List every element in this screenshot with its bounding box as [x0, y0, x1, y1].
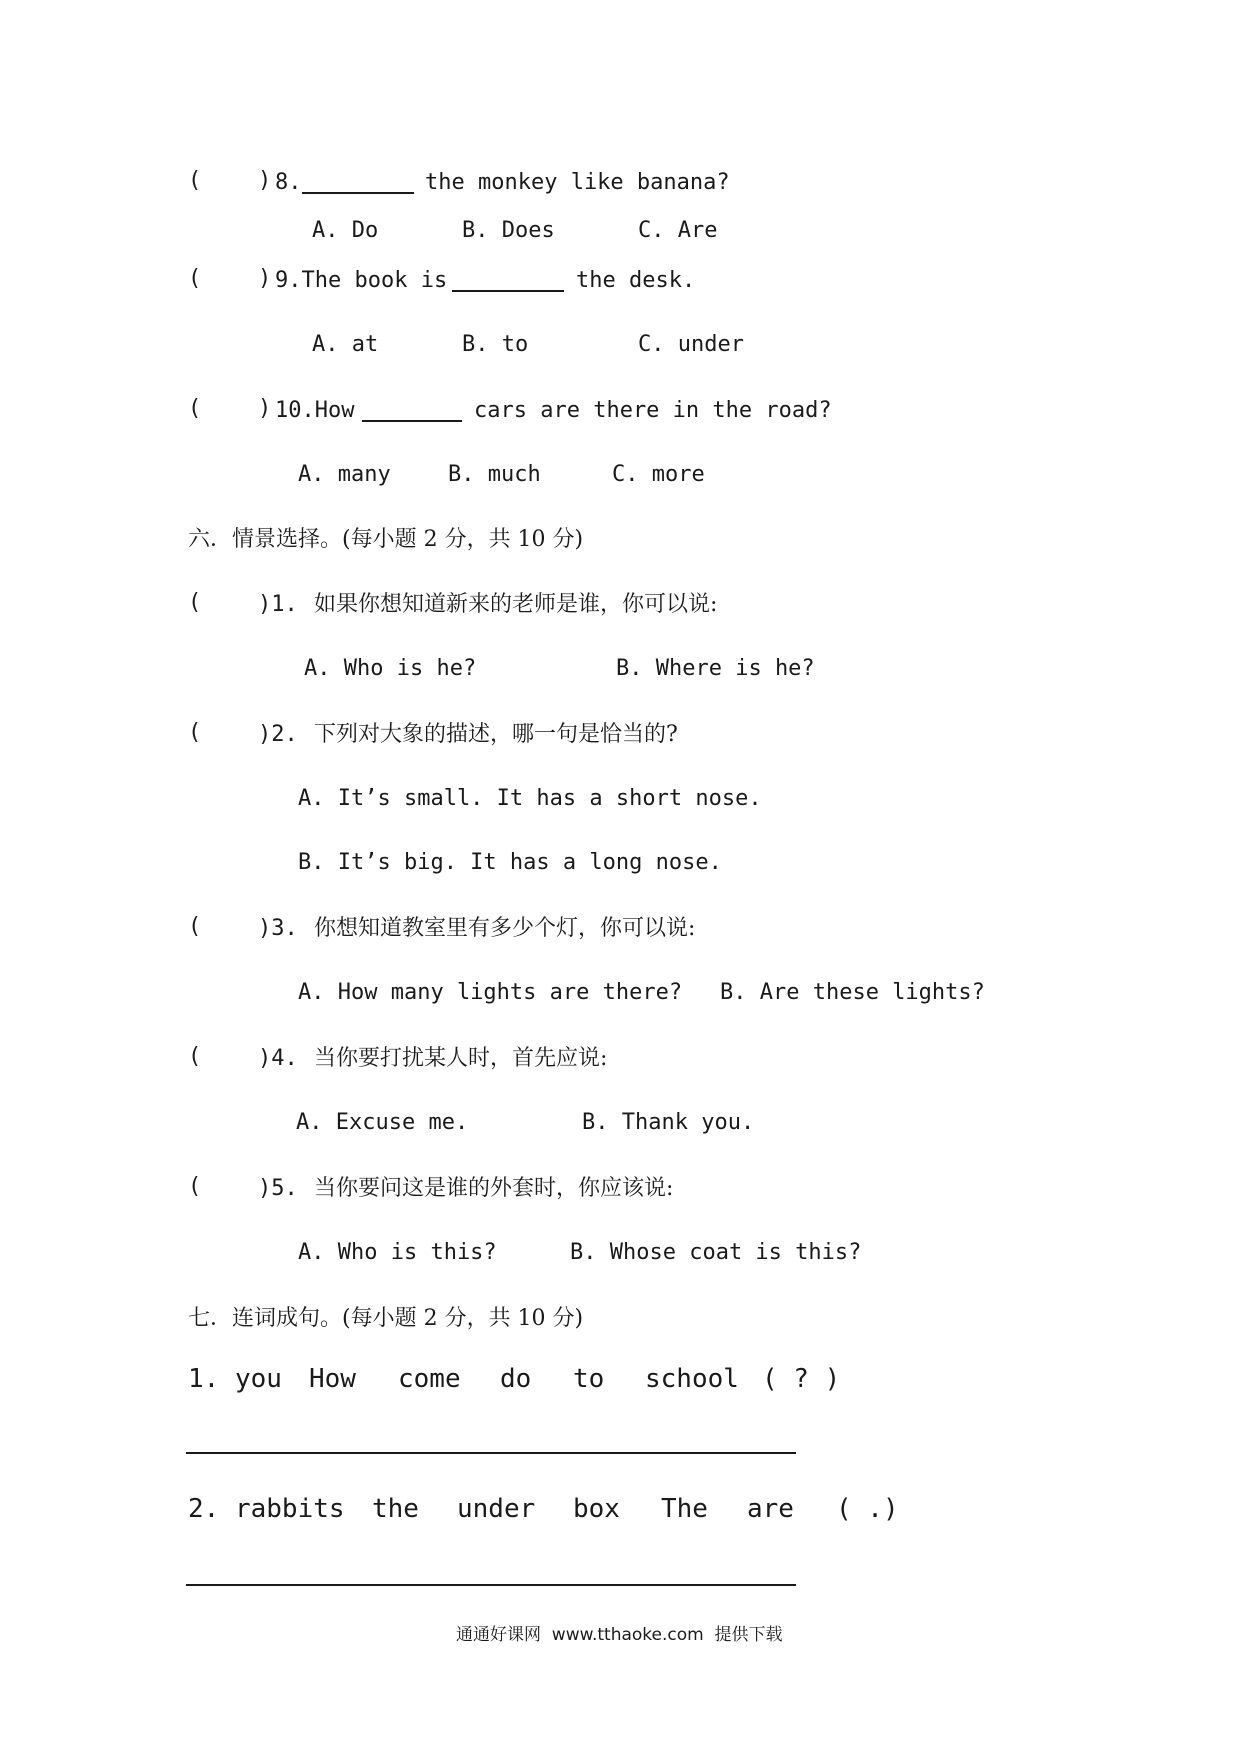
option-b: B. Are these lights?: [720, 980, 985, 1005]
option-b: B. to: [462, 332, 529, 357]
word: do: [500, 1364, 532, 1394]
word: 2. rabbits: [188, 1494, 345, 1524]
question-number: )5.: [258, 1176, 298, 1201]
option-a: A. Do: [312, 218, 379, 243]
option-b: B. Where is he?: [616, 656, 815, 681]
option-a: A. Who is this?: [298, 1240, 497, 1265]
question-text: 10.How: [275, 398, 355, 423]
option-a: A. It’s small. It has a short nose.: [298, 786, 762, 811]
word: box: [573, 1494, 620, 1524]
option-a: A. How many lights are there?: [298, 980, 683, 1005]
option-c: C. Are: [638, 218, 718, 243]
question-number: )4.: [258, 1046, 298, 1071]
word: How: [309, 1364, 356, 1394]
option-b: B. much: [448, 462, 541, 487]
option-b: B. Whose coat is this?: [570, 1240, 862, 1265]
question-prompt: 当你要问这是谁的外套时，你应该说:: [314, 1176, 674, 1201]
option-a: A. Who is he?: [304, 656, 477, 681]
question-text-end: the desk.: [576, 268, 696, 293]
question-text-end: cars are there in the road?: [474, 398, 832, 423]
answer-line[interactable]: [186, 1452, 796, 1454]
question-number: 8.: [275, 170, 302, 195]
question-text: the monkey like banana?: [425, 170, 730, 195]
option-b: B. It’s big. It has a long nose.: [298, 850, 722, 875]
word: come: [398, 1364, 461, 1394]
word: to: [573, 1364, 605, 1394]
option-a: A. many: [298, 462, 391, 487]
section-6-heading: 六．情景选择。(每小题 2 分，共 10 分): [188, 527, 584, 552]
question-prompt: 当你要打扰某人时，首先应说:: [314, 1046, 608, 1071]
answer-paren-right: ): [258, 168, 272, 193]
question-number: )3.: [258, 916, 298, 941]
fill-blank[interactable]: [362, 400, 462, 422]
answer-paren-left: (: [188, 168, 202, 193]
answer-paren-left: (: [188, 266, 202, 291]
answer-line[interactable]: [186, 1584, 796, 1586]
question-text: 9.The book is: [275, 268, 448, 293]
question-prompt: 你想知道教室里有多少个灯，你可以说:: [314, 916, 696, 941]
word: ( ? ): [762, 1364, 841, 1394]
question-number: )2.: [258, 722, 298, 747]
word: ( .): [836, 1494, 899, 1524]
option-c: C. under: [638, 332, 744, 357]
option-b: B. Does: [462, 218, 555, 243]
question-prompt: 如果你想知道新来的老师是谁，你可以说:: [314, 592, 718, 617]
word: school: [645, 1364, 739, 1394]
answer-paren-left: (: [188, 396, 202, 421]
word: The: [661, 1494, 708, 1524]
section-7-heading: 七．连词成句。(每小题 2 分，共 10 分): [188, 1306, 584, 1331]
option-b: B. Thank you.: [582, 1110, 755, 1135]
fill-blank[interactable]: [452, 270, 564, 292]
fill-blank[interactable]: [302, 172, 414, 194]
answer-paren-right: ): [258, 396, 272, 421]
word: are: [747, 1494, 794, 1524]
word: the: [372, 1494, 419, 1524]
option-c: C. more: [612, 462, 705, 487]
question-number: )1.: [258, 592, 298, 617]
footer-source: 通通好课网 www.tthaoke.com 提供下载: [456, 1625, 783, 1645]
option-a: A. at: [312, 332, 379, 357]
word: under: [457, 1494, 536, 1524]
word: 1. you: [188, 1364, 282, 1394]
option-a: A. Excuse me.: [296, 1110, 469, 1135]
answer-paren-right: ): [258, 266, 272, 291]
question-prompt: 下列对大象的描述，哪一句是恰当的?: [314, 722, 678, 747]
